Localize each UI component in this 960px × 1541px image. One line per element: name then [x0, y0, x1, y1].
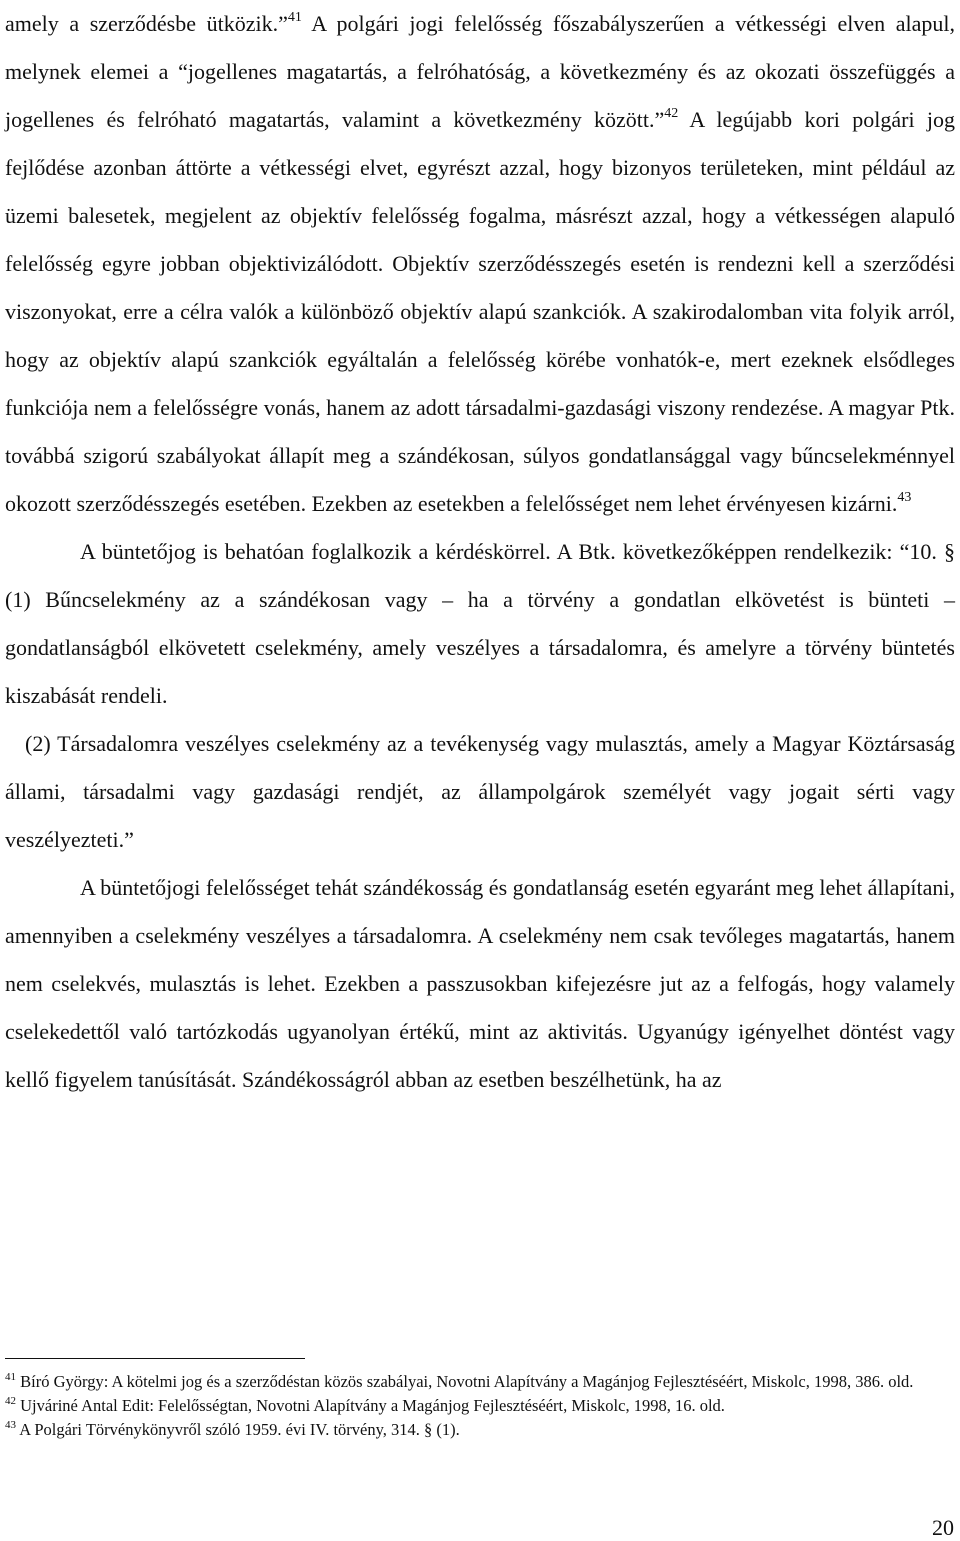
main-text — [5, 0, 955, 1104]
footnote-number: 43 — [5, 1418, 16, 1431]
text-segment: (2) Társadalomra veszélyes cselekmény az a tevékenység vagy mulasztás, amely a Magyar Köztársaság állami, társadalmi vagy gazdasági rendjét, az állampolgárok személyét vagy jogait sérti vagy veszélyezteti.” — [5, 731, 955, 852]
page-number: 20 — [932, 1515, 954, 1540]
document-page — [5, 0, 955, 1104]
text-segment: A legújabb kori polgári jog fejlődése azonban áttörte a vétkességi elvet, egyrészt azzal, hogy bizonyos területeken, mint például az üzemi balesetek, megjelent az objektív felelősség fogalma, másrészt azzal, hogy a vétkességen alapuló felelősség egyre jobban objektivizálódott. Objektív szerződésszegés esetén is rendezni kell a szerződési viszonyokat, erre a célra valók a különböző objektív alapú szankciók. A szakirodalomban vita folyik arról, hogy az objektív alapú szankciók egyáltalán a felelősség körébe vonhatók-e, mert ezeknek elsődleges funkciója nem a felelősségre vonás, hanem az adott társadalmi-gazdasági viszony rendezése. A magyar Ptk. továbbá szigorú szabályokat állapít meg a szándékosan, súlyos gondatlansággal vagy bűncselekménnyel okozott szerződésszegés esetében. Ezekben az esetekben a felelősséget nem lehet érvényesen kizárni. — [5, 107, 955, 516]
paragraph-1 — [5, 0, 955, 528]
footnote-text: Ujváriné Antal Edit: Felelősségtan, Novotni Alapítvány a Magánjog Fejlesztéséért, Miskolc, 1998, 16. old. — [20, 1396, 725, 1415]
paragraph-3 — [5, 720, 955, 864]
footnote-divider — [5, 1358, 305, 1359]
footnotes — [5, 1370, 955, 1442]
footnote-ref-41: 41 — [287, 9, 302, 25]
footnote-43 — [5, 1418, 955, 1442]
footnote-ref-43: 43 — [897, 489, 912, 505]
footnote-text: Bíró György: A kötelmi jog és a szerződéstan közös szabályai, Novotni Alapítvány a Magánjog Fejlesztéséért, Miskolc, 1998, 386. old. — [20, 1372, 914, 1391]
text-segment: A polgári jogi felelősség főszabályszerűen a vétkességi elven alapul, melynek elemei a “jogellenes magatartás, a felróhatóság, a következmény és az okozati összefüggés a jogellenes és felróható magatartás, valamint a következmény között.” — [5, 11, 956, 132]
footnote-41 — [5, 1370, 955, 1394]
footnote-number: 42 — [5, 1394, 16, 1407]
text-segment: A büntetőjogi felelősséget tehát szándékosság és gondatlanság esetén egyaránt meg lehet állapítani, amennyiben a cselekmény veszélyes a társadalomra. A cselekmény nem csak tevőleges magatartás, hanem nem cselekvés, mulasztás is lehet. Ezekben a passzusokban kifejezésre jut az a felfogás, hogy valamely cselekedettől való tartózkodás ugyanolyan értékű, mint az aktivitás. Ugyanúgy igényelhet döntést vagy kellő figyelem tanúsítását. Szándékosságról abban az esetben beszélhetünk, ha az — [5, 875, 955, 1092]
paragraph-2 — [5, 528, 955, 720]
text-segment: A büntetőjog is behatóan foglalkozik a kérdéskörrel. A Btk. következőképpen rendelkezik: “10. § (1) Bűncselekmény az a szándékosan vagy – ha a törvény a gondatlan elkövetést is bünteti – gondatlanságból elkövetett cselekmény, amely veszélyes a társadalomra, és amelyre a törvény büntetés kiszabását rendeli. — [5, 539, 955, 708]
footnote-42 — [5, 1394, 955, 1418]
text-segment: amely a szerződésbe ütközik.” — [5, 11, 288, 36]
paragraph-4 — [5, 864, 955, 1104]
footnote-ref-42: 42 — [664, 105, 679, 121]
footnote-number: 41 — [5, 1370, 16, 1383]
footnote-text: A Polgári Törvénykönyvről szóló 1959. évi IV. törvény, 314. § (1). — [19, 1420, 460, 1439]
